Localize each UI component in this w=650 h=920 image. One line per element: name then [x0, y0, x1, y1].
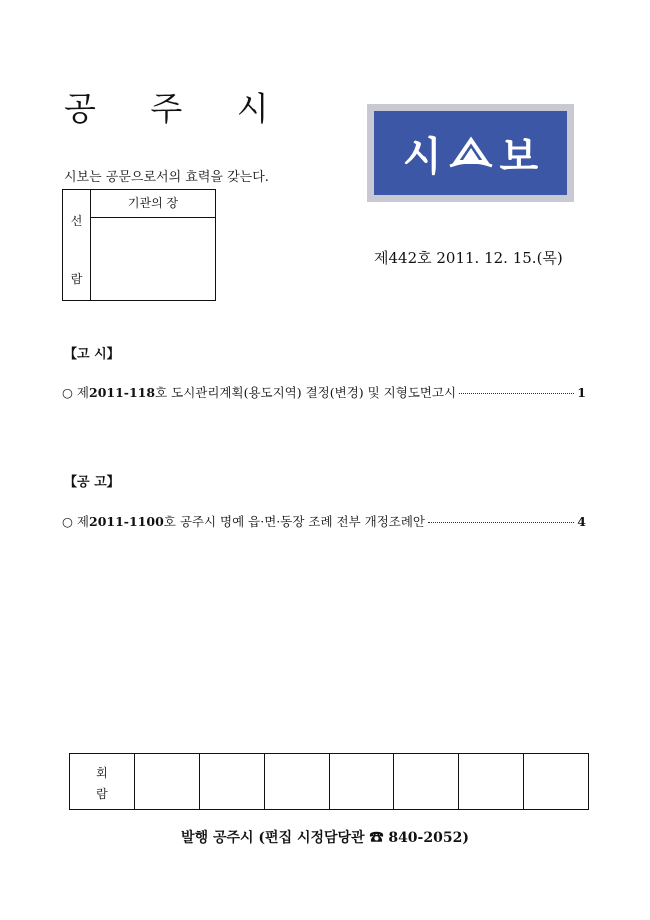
logo-text-right: 보 — [499, 133, 539, 180]
circulation-label-bottom: 람 — [96, 787, 108, 801]
toc-leader-dots — [459, 393, 574, 394]
circulation-cell — [330, 754, 395, 809]
review-side-column — [63, 190, 91, 300]
circulation-cell — [524, 754, 588, 809]
review-side-top: 선 — [70, 214, 83, 228]
sibo-logo — [367, 104, 574, 202]
circulation-cell — [265, 754, 330, 809]
effect-note: 시보는 공문으로서의 효력을 갖는다. — [64, 170, 269, 185]
city-title: 공 주 시 — [64, 89, 291, 128]
toc-prefix: 제 — [76, 514, 89, 529]
publisher-line: 발행 공주시 (편집 시정담당관 ☎ 840-2052) — [181, 830, 469, 846]
circulation-label-top: 회 — [96, 766, 108, 780]
toc-title: 호 도시관리계획(용도지역) 결정(변경) 및 지형도면고시 — [155, 385, 457, 400]
toc-page: 1 — [577, 385, 586, 400]
review-table — [62, 189, 216, 301]
section-heading-announcement: 【공 고】 — [64, 475, 120, 490]
circulation-cell — [200, 754, 265, 809]
logo-text-left: 시 — [402, 133, 442, 180]
circulation-cell — [459, 754, 524, 809]
circulation-table — [69, 753, 589, 810]
circulation-cell — [135, 754, 200, 809]
toc-item[interactable] — [62, 512, 586, 530]
circulation-cell — [394, 754, 459, 809]
review-side-bottom: 람 — [70, 272, 83, 286]
toc-leader-dots — [428, 522, 574, 523]
toc-page: 4 — [577, 514, 586, 529]
toc-prefix: 제 — [76, 385, 89, 400]
logo-plate — [374, 111, 567, 195]
logo-emblem-icon — [448, 136, 494, 170]
review-head: 기관의 장 — [91, 190, 215, 218]
toc-bullet: ○ — [62, 385, 73, 400]
section-heading-notice: 【고 시】 — [64, 347, 120, 362]
toc-number: 2011-1100 — [89, 514, 164, 529]
issue-line: 제442호 2011. 12. 15.(목) — [374, 249, 563, 267]
toc-number: 2011-118 — [89, 385, 156, 400]
toc-title: 호 공주시 명예 읍·면·동장 조례 전부 개정조례안 — [163, 514, 425, 529]
toc-bullet: ○ — [62, 514, 73, 529]
circulation-label-cell — [70, 754, 135, 809]
toc-item[interactable] — [62, 383, 586, 401]
